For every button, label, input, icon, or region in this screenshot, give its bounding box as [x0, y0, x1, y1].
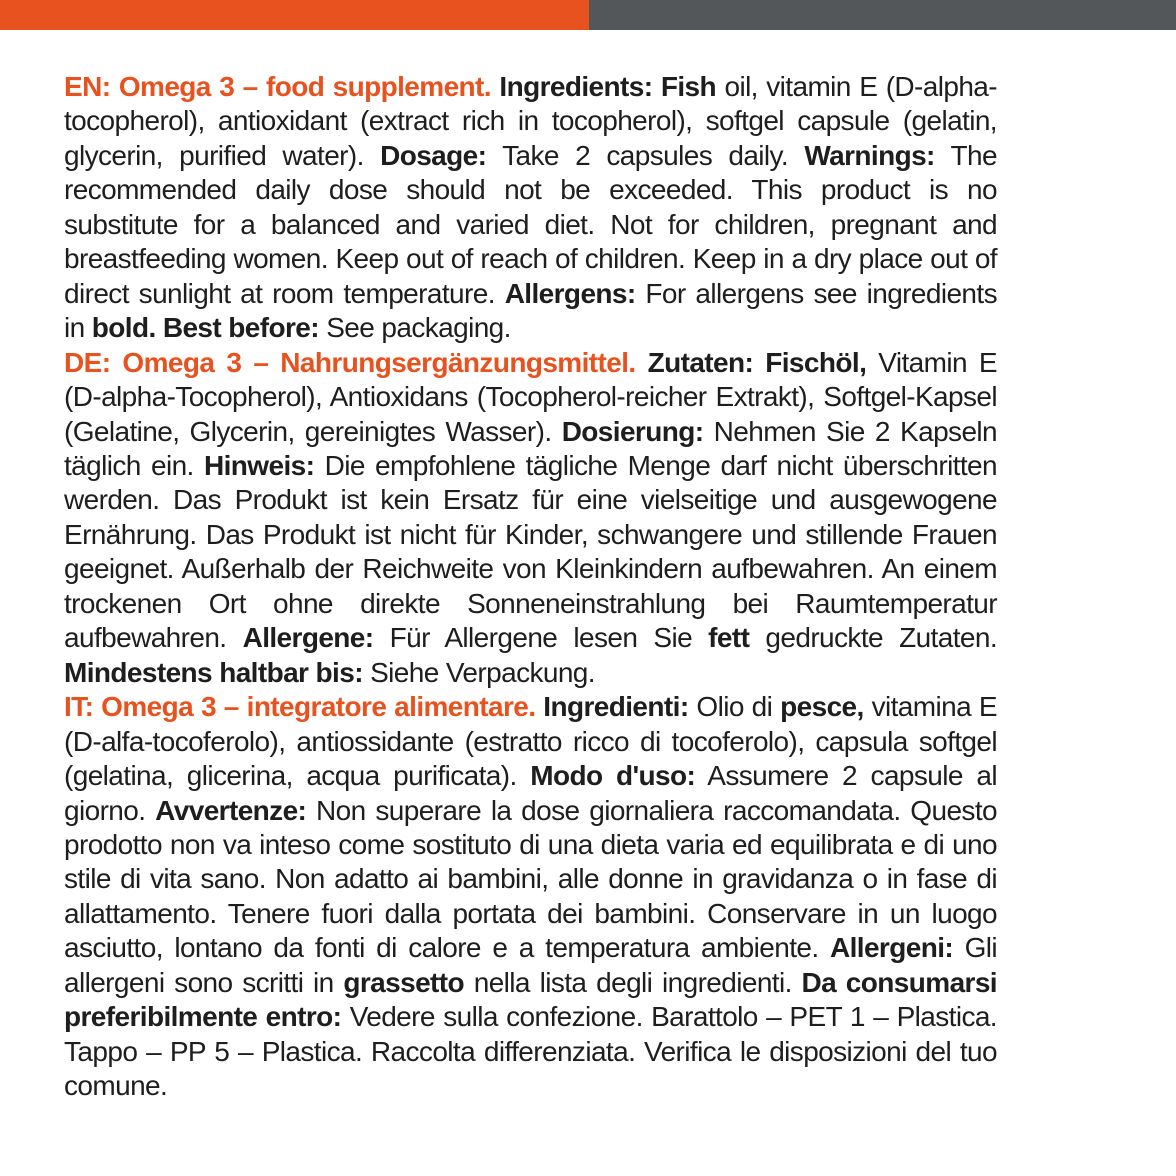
- best-before-label-en: Best before:: [155, 312, 320, 344]
- allergens-text-en: For allergens see ingredients in: [64, 277, 997, 344]
- ingredients-label-it: Ingredienti:: [543, 691, 689, 723]
- warnings-label-en: Warnings:: [804, 139, 935, 171]
- section-en: [64, 70, 997, 346]
- dosage-text-it: Assumere 2 capsule al giorno.: [64, 760, 997, 826]
- allergens-label-en: Allergens:: [504, 277, 636, 309]
- allergens-text-de: Für Allergene lesen Sie: [373, 622, 709, 654]
- best-before-text-de: Siehe Verpackung.: [362, 656, 595, 688]
- best-before-label-it: Da consumarsi preferibilmente entro:: [64, 966, 997, 1033]
- product-label-text: [64, 70, 997, 1104]
- dosage-label-de: Dosierung:: [561, 415, 704, 447]
- ingredients-text-de: Vitamin E (D-alpha-Tocopherol), Antioxidans (Tocopherol-reicher Extrakt), Softgel-Kapsel (Gelatine, Glycerin, gereinigtes Wasser).: [64, 346, 997, 447]
- ingredients-text-it: vitamina E (D-alfa-tocoferolo), antiossidante (estratto ricco di tocoferolo), capsula softgel (gelatina, glicerina, acqua purificata).: [64, 691, 997, 792]
- heading-en: EN: Omega 3 – food supplement.: [64, 71, 491, 102]
- best-before-text-en: See packaging.: [319, 312, 511, 344]
- top-bar-gray-segment: [589, 0, 1176, 30]
- dosage-text-de: Nehmen Sie 2 Kapseln täglich ein.: [64, 415, 998, 481]
- section-it: [64, 690, 997, 1103]
- allergen-bold-it: pesce,: [780, 691, 864, 723]
- section-de: [64, 346, 997, 691]
- dosage-label-en: Dosage:: [380, 139, 487, 171]
- warnings-text-en: The recommended daily dose should not be exceeded. This product is no substitute for a balanced and varied diet. Not for children, pregnant and breastfeeding women. Keep out of reach of children. Keep in a dry place out of direct sunlight at room temperature.: [64, 139, 997, 309]
- top-bar-orange-segment: [0, 0, 589, 30]
- heading-it: IT: Omega 3 – integratore alimentare.: [64, 691, 536, 723]
- allergens-text2-it: nella lista degli ingredienti.: [464, 966, 802, 998]
- ingredients-text-en: oil, vitamin E (D-alpha-tocopherol), antioxidant (extract rich in tocopherol), softgel capsule (gelatin, glycerin, purified water).: [64, 71, 998, 171]
- ingredients-pre-it: Olio di: [688, 691, 781, 723]
- warnings-text-de: Die empfohlene tägliche Menge darf nicht überschritten werden. Das Produkt ist kein Ersatz für eine vielseitige und ausgewogene Ernährung. Das Produkt ist nicht für Kinder, schwangere und stillende Frauen geeignet. Außerhalb der Reichweite von Kleinkindern aufbewahren. An einem trockenen Ort ohne direkte Sonneneinstrahlung bei Raumtemperatur aufbewahren.: [64, 449, 997, 654]
- allergen-bold-de: Fischöl,: [765, 346, 867, 378]
- allergens-text-it: Gli allergeni sono scritti in: [64, 932, 997, 998]
- warnings-text-it: Non superare la dose giornaliera raccomandata. Questo prodotto non va inteso come sostituto di una dieta varia ed equilibrata e di uno stile di vita sano. Non adatto ai bambini, alle donne in gravidanza o in fase di allattamento. Tenere fuori dalla portata dei bambini. Conservare in un luogo asciutto, lontano da fonti di calore e a temperatura ambiente.: [64, 794, 997, 964]
- allergens-bold-word-en: bold.: [91, 312, 156, 344]
- allergens-bold-word-it: grassetto: [343, 966, 465, 998]
- dosage-text-en: Take 2 capsules daily.: [486, 139, 805, 171]
- heading-de: DE: Omega 3 – Nahrungsergänzungsmittel.: [64, 346, 636, 378]
- ingredients-label-en: Ingredients:: [499, 71, 653, 102]
- allergens-bold-word-de: fett: [708, 622, 750, 654]
- warnings-label-de: Hinweis:: [203, 449, 315, 481]
- allergens-text2-de: gedruckte Zutaten.: [749, 622, 997, 654]
- allergens-label-de: Allergene:: [242, 622, 374, 654]
- allergen-bold-en: Fish: [660, 71, 717, 102]
- warnings-label-it: Avvertenze:: [155, 794, 307, 826]
- ingredients-label-de: Zutaten:: [647, 346, 754, 378]
- dosage-label-it: Modo d'uso:: [530, 760, 696, 792]
- best-before-text-it: Vedere sulla confezione. Barattolo – PET 1 – Plastica. Tappo – PP 5 – Plastica. Raccolta differenziata. Verifica le disposizioni del tuo comune.: [64, 1001, 997, 1102]
- top-color-bar: [0, 0, 1176, 30]
- allergens-label-it: Allergeni:: [829, 932, 954, 964]
- best-before-label-de: Mindestens haltbar bis:: [64, 656, 363, 688]
